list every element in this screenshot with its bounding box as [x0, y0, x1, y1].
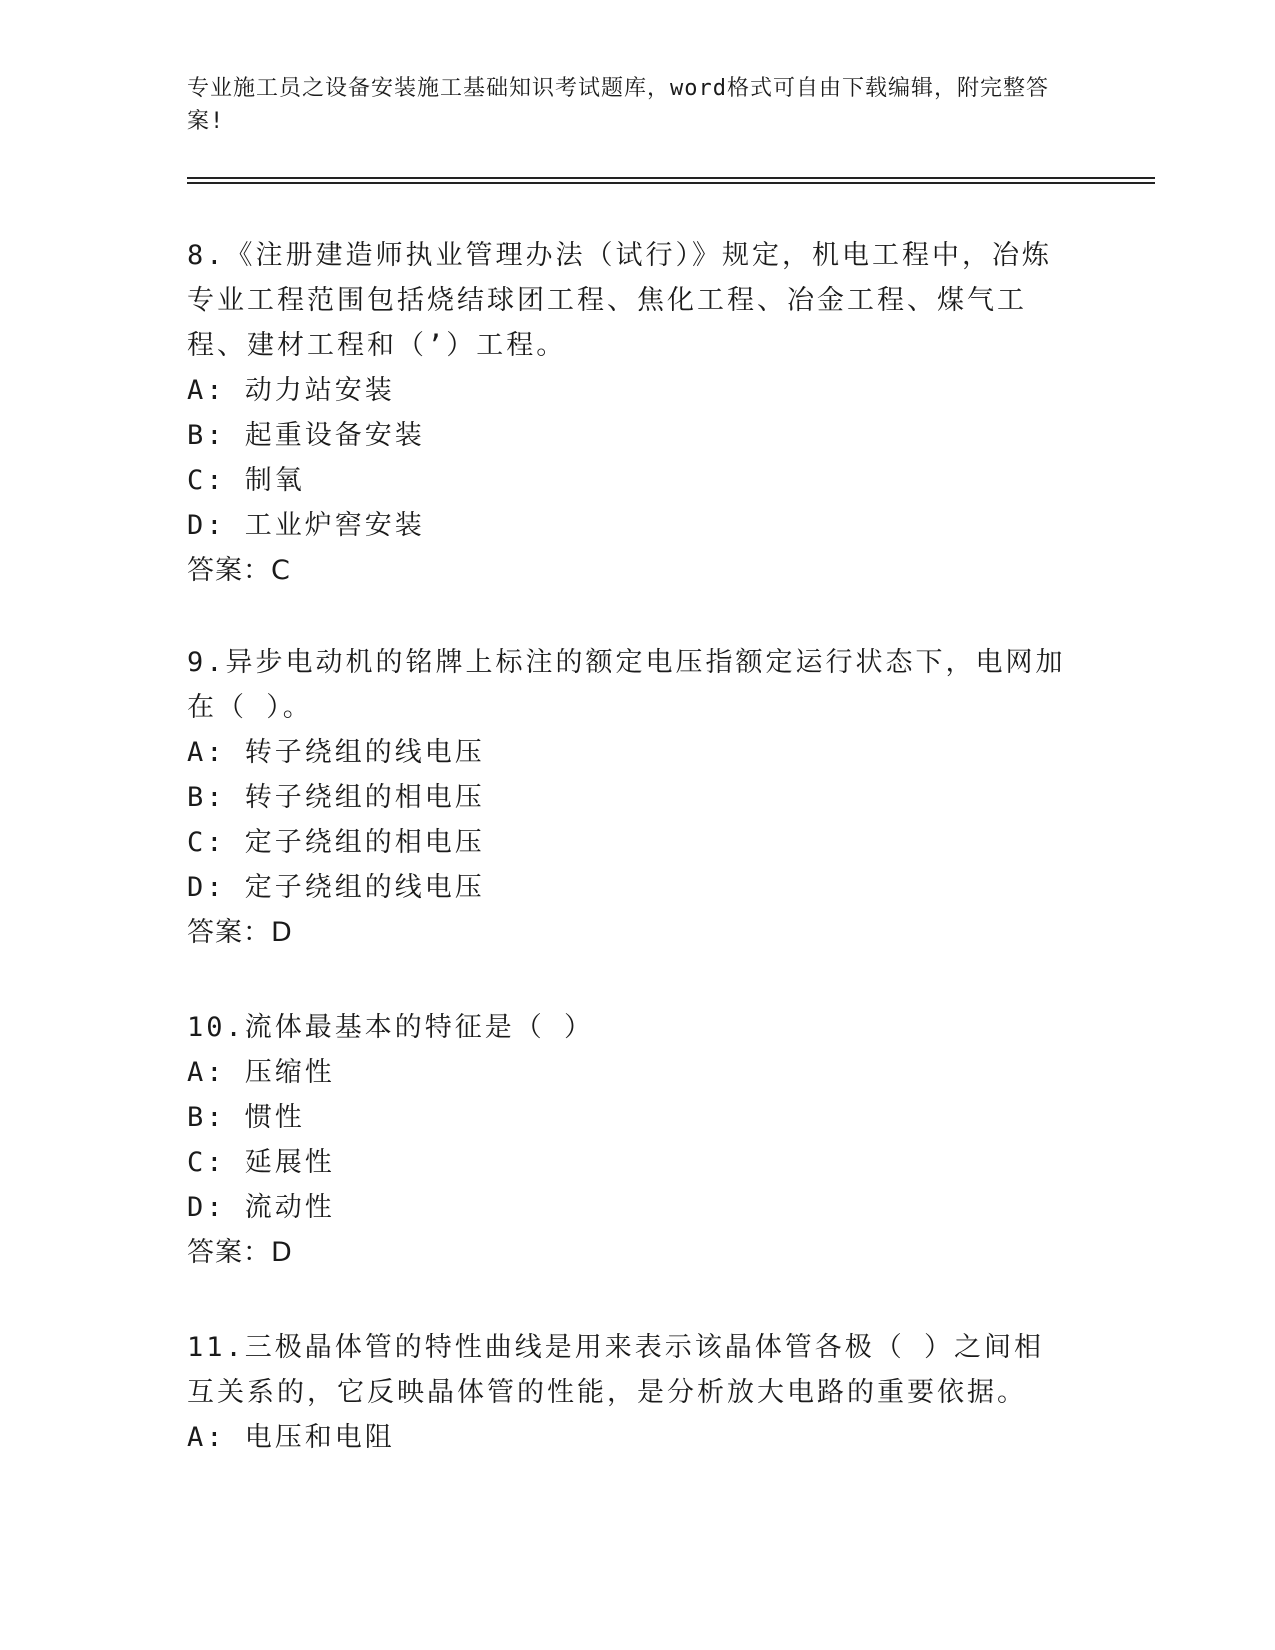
- option-a: A: 电压和电阻: [187, 1422, 395, 1453]
- question-stem: 11.三极晶体管的特性曲线是用来表示该晶体管各极（ ）之间相互关系的，它反映晶体管的性能，是分析放大电路的重要依据。: [187, 1332, 1045, 1408]
- option-c: C: 定子绕组的相电压: [187, 827, 485, 858]
- option-a: A: 压缩性: [187, 1057, 335, 1088]
- option-a: A: 转子绕组的线电压: [187, 737, 485, 768]
- question-11: [187, 1325, 1067, 1460]
- question-stem: 8.《注册建造师执业管理办法（试行）》规定，机电工程中，冶炼专业工程范围包括烧结球团工程、焦化工程、冶金工程、煤气工程、建材工程和（’）工程。: [187, 240, 1053, 361]
- option-c: C: 延展性: [187, 1147, 335, 1178]
- option-b: B: 转子绕组的相电压: [187, 782, 485, 813]
- answer-line: 答案：D: [187, 917, 293, 948]
- header-divider-bottom: [187, 182, 1155, 184]
- question-10: [187, 1005, 1067, 1275]
- option-b: B: 惯性: [187, 1102, 305, 1133]
- answer-line: 答案：D: [187, 1237, 293, 1268]
- option-a: A: 动力站安装: [187, 375, 395, 406]
- option-b: B: 起重设备安装: [187, 420, 425, 451]
- question-stem: 9.异步电动机的铭牌上标注的额定电压指额定运行状态下，电网加在（ ）。: [187, 647, 1066, 723]
- option-c: C: 制氧: [187, 465, 305, 496]
- header-divider-top: [187, 177, 1155, 179]
- answer-line: 答案：C: [187, 555, 291, 586]
- question-9: [187, 640, 1067, 955]
- option-d: D: 工业炉窖安装: [187, 510, 425, 541]
- question-8: [187, 233, 1067, 593]
- document-header: 专业施工员之设备安装施工基础知识考试题库，word格式可自由下载编辑，附完整答案!: [187, 76, 1049, 134]
- option-d: D: 流动性: [187, 1192, 335, 1223]
- option-d: D: 定子绕组的线电压: [187, 872, 485, 903]
- question-stem: 10.流体最基本的特征是（ ）: [187, 1012, 595, 1043]
